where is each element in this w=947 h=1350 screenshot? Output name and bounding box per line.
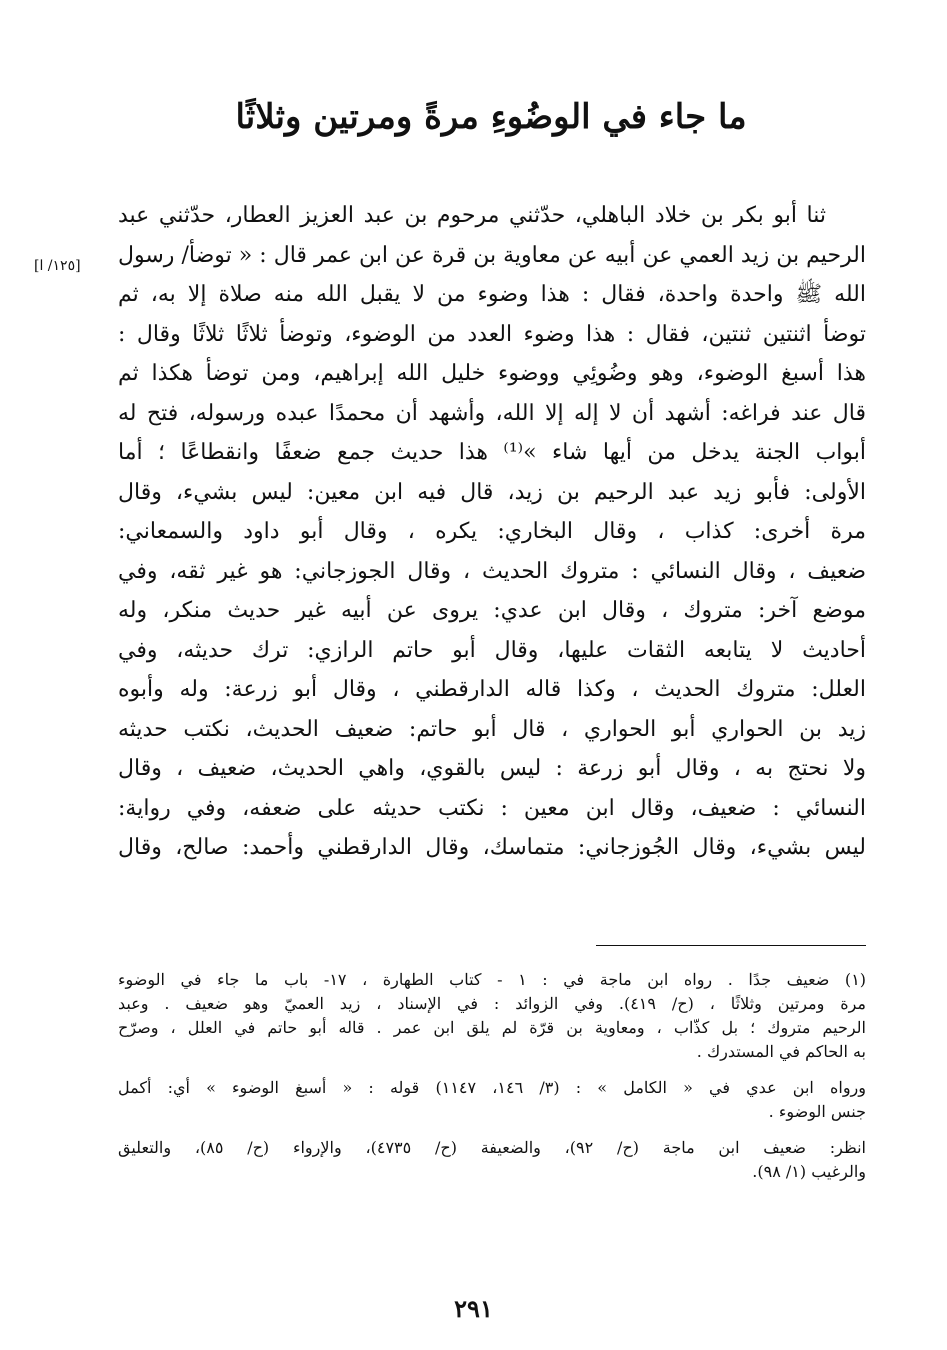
footnote-line: (١) ضعيف جدًا . رواه ابن ماجة في : ١ - كتاب الطهارة ، ١٧- باب ما جاء في الوضوء [118,970,866,989]
text-line: الرحيم بن زيد العمي عن أبيه عن معاوية بن قرة عن ابن عمر قال : « توضأ/ رسول [118,242,866,268]
footnote-line: جنس الوضوء . [768,1102,866,1121]
footnote-paragraph [118,1076,866,1124]
chapter-title: ما جاء في الوضُوءِ مرةً ومرتين وثلاثًا [235,97,747,137]
main-text [118,196,866,868]
text-line: النسائي : ضعيف، وقال ابن معين : نكتب حديثه على ضعفه، وفي رواية: [118,795,866,821]
footnote-paragraph [118,1136,866,1184]
text-line: ولا نحتج به ، وقال أبو زرعة : ليس بالقوي، واهي الحديث، ضعيف ، وقال [118,756,866,781]
footnote-line: انظر: ضعيف ابن ماجة (ح/ ٩٢)، والضعيفة (ح/ ٤٧٣٥)، والإرواء (ح/ ٨٥)، والتعليق [118,1138,866,1157]
footnote-line: ورواه ابن عدي في « الكامل » : (٣/ ١٤٦، ١١٤٧) قوله : « أسبغ الوضوء » أي: أكمل [118,1078,866,1097]
footnote-line: به الحاكم في المستدرك . [696,1042,866,1061]
text-line: زيد بن الحواري أبو الحواري ، قال أبو حاتم: ضعيف الحديث، نكتب حديثه [118,716,866,742]
text-line: مرة أخرى: كذاب ، وقال البخاري: يكره ، وقال أبو داود والسمعاني: [118,519,866,544]
footnote-line: والرغيب (١/ ٩٨). [752,1162,866,1181]
text-line: قال عند فراغه: أشهد أن لا إله إلا الله، وأشهد أن محمدًا عبده ورسوله، فتح له [118,400,866,426]
text-line: موضع آخر: متروك ، وقال ابن عدي: يروى عن أبيه غير حديث منكر، وله [118,598,866,623]
text-line: أحاديث لا يتابعه الثقات عليها، وقال أبو حاتم الرازي: ترك حديثه، وفي [118,637,866,663]
text-line: ليس بشيء، وقال الجُوزجاني: متماسك، وقال الدارقطني وأحمد: صالح، وقال [118,835,866,860]
text-line: توضأ اثنتين ثنتين، فقال : هذا وضوء العدد من الوضوء، وتوضأ ثلاثًا ثلاثًا وقال : [118,321,866,347]
footnotes [118,968,866,1196]
text-line: أبواب الجنة يدخل من أيها شاء »⁽¹⁾ هذا حديث جمع ضعفًا وانقطاعًا ؛ أما [118,440,866,465]
text-line: ضعيف ، وقال النسائي : متروك الحديث ، وقال الجوزجاني: هو غير ثقه، وفي [118,558,866,584]
footnote-separator [596,945,866,946]
text-line: الأولى: فأبو زيد عبد الرحيم بن زيد، قال فيه ابن معين: ليس بشيء، وقال [118,479,866,505]
footnote-line: مرة ومرتين وثلاثًا ، (ح/ ٤١٩). وفي الزوائد : في الإسناد ، زيد العميّ وهو ضعيف . وعبد [118,994,866,1013]
text-line: العلل: متروك الحديث ، وكذا قاله الدارقطني ، وقال أبو زرعة: وله وأبوه [118,677,866,702]
margin-reference: [١٢٥/ ا] [34,258,81,274]
text-line: الله ﷺ واحدة واحدة، فقال : هذا وضوء من لا يقبل الله منه صلاة إلا به، ثم [118,282,866,307]
text-line: هذا أسبغ الوضوء، وهو وضُوئِي ووضوء خليل الله إبراهيم، ومن توضأ هكذا ثم [118,361,866,386]
text-line: ثنا أبو بكر بن خلاد الباهلي، حدّثني مرحوم بن عبد العزيز العطار، حدّثني عبد [118,203,826,228]
footnote-paragraph [118,968,866,1064]
footnote-line: الرحيم متروك ؛ بل كذّاب ، ومعاوية بن قرّة لم يلق ابن عمر . قاله أبو حاتم في العلل ، وصرّح [118,1018,866,1037]
page-number: ٢٩١ [454,1294,493,1323]
